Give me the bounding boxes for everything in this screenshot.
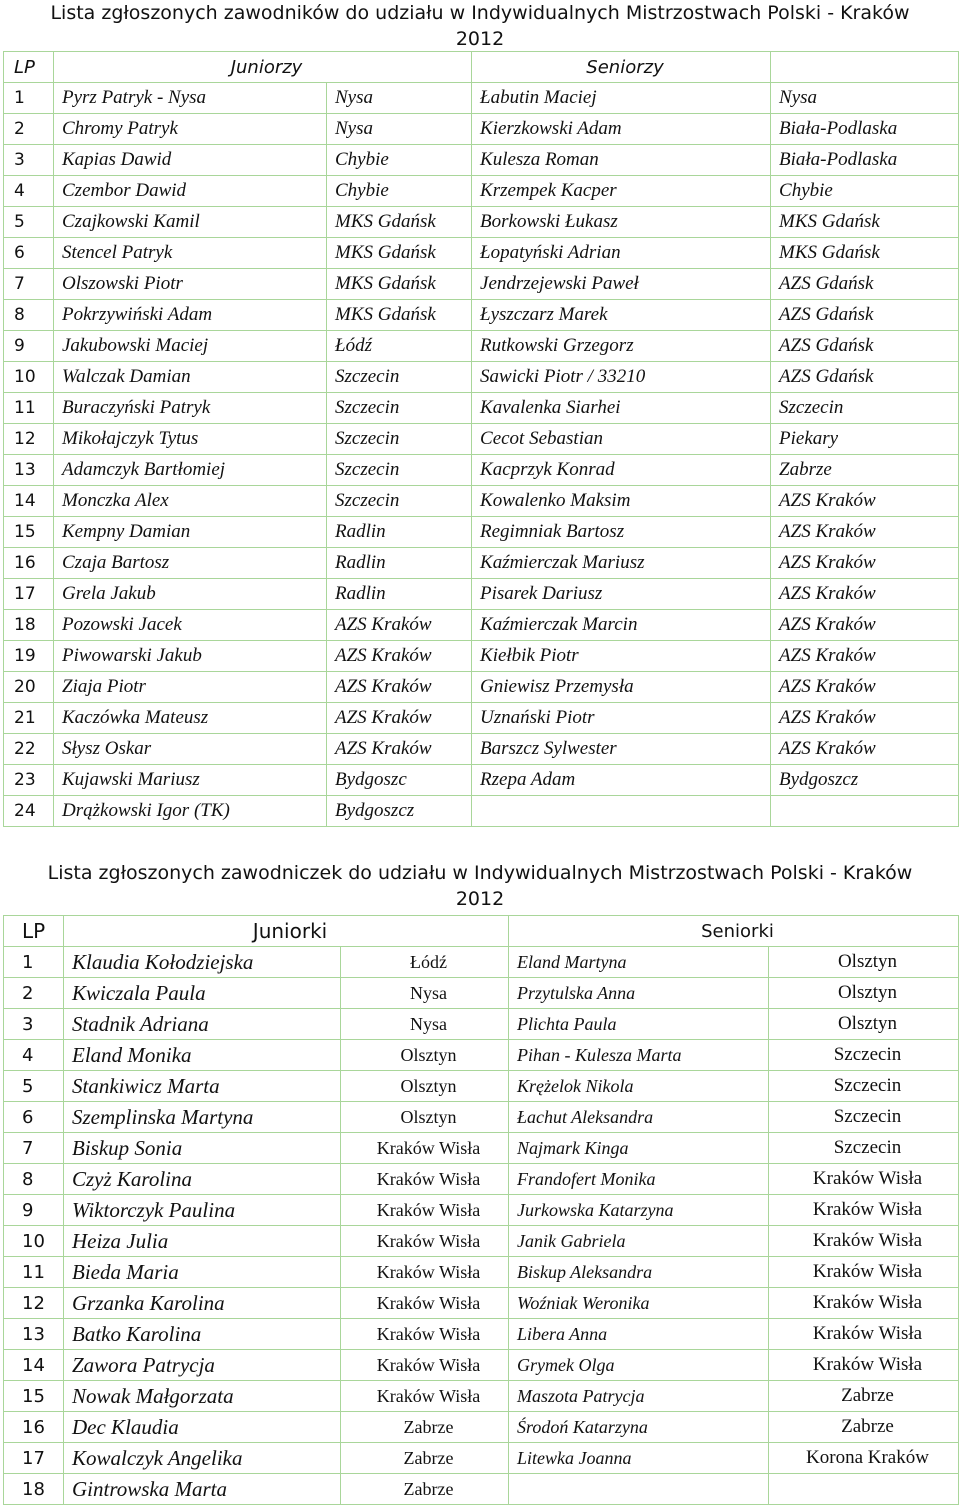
men-senior-name: Kulesza Roman bbox=[472, 145, 771, 176]
women-senior-club: Zabrze bbox=[769, 1412, 959, 1443]
men-table-row bbox=[4, 517, 959, 548]
women-table-row bbox=[4, 1133, 959, 1164]
women-junior-club: Kraków Wisła bbox=[341, 1288, 509, 1319]
men-junior-name: Ziaja Piotr bbox=[54, 672, 327, 703]
men-row-number: 18 bbox=[4, 610, 54, 641]
women-row-number: 7 bbox=[4, 1133, 64, 1164]
men-header-empty bbox=[771, 52, 959, 83]
men-row-number: 3 bbox=[4, 145, 54, 176]
women-senior-club: Kraków Wisła bbox=[769, 1164, 959, 1195]
men-senior-club: AZS Kraków bbox=[771, 672, 959, 703]
women-senior-name: Frandofert Monika bbox=[509, 1164, 769, 1195]
men-table-row bbox=[4, 176, 959, 207]
men-table-row bbox=[4, 114, 959, 145]
women-row-number: 4 bbox=[4, 1040, 64, 1071]
men-senior-club: AZS Kraków bbox=[771, 486, 959, 517]
women-row-number: 14 bbox=[4, 1350, 64, 1381]
men-senior-club: AZS Kraków bbox=[771, 703, 959, 734]
men-table-row bbox=[4, 300, 959, 331]
women-senior-name: Maszota Patrycja bbox=[509, 1381, 769, 1412]
women-header-seniors: Seniorki bbox=[509, 916, 959, 947]
women-table-row bbox=[4, 947, 959, 978]
men-junior-name: Mikołajczyk Tytus bbox=[54, 424, 327, 455]
men-junior-club: Chybie bbox=[327, 145, 472, 176]
men-table-row bbox=[4, 486, 959, 517]
women-table-row bbox=[4, 1381, 959, 1412]
men-junior-club: Łódź bbox=[327, 331, 472, 362]
women-senior-name: Grymek Olga bbox=[509, 1350, 769, 1381]
men-junior-club: AZS Kraków bbox=[327, 641, 472, 672]
women-row-number: 8 bbox=[4, 1164, 64, 1195]
women-row-number: 11 bbox=[4, 1257, 64, 1288]
men-junior-name: Chromy Patryk bbox=[54, 114, 327, 145]
men-junior-club: MKS Gdańsk bbox=[327, 269, 472, 300]
women-junior-name: Stadnik Adriana bbox=[64, 1009, 341, 1040]
women-table-row bbox=[4, 1474, 959, 1505]
men-senior-name: Kaźmierczak Mariusz bbox=[472, 548, 771, 579]
men-junior-name: Grela Jakub bbox=[54, 579, 327, 610]
women-senior-name: Krężelok Nikola bbox=[509, 1071, 769, 1102]
men-table-row bbox=[4, 393, 959, 424]
women-senior-club: Olsztyn bbox=[769, 947, 959, 978]
men-senior-club: AZS Gdańsk bbox=[771, 362, 959, 393]
men-title-line2: 2012 bbox=[455, 28, 505, 50]
women-junior-club: Kraków Wisła bbox=[341, 1133, 509, 1164]
men-header-juniors: Juniorzy bbox=[54, 52, 472, 83]
women-senior-club: Zabrze bbox=[769, 1381, 959, 1412]
men-senior-club: Bydgoszcz bbox=[771, 765, 959, 796]
women-row-number: 17 bbox=[4, 1443, 64, 1474]
men-junior-club: Szczecin bbox=[327, 424, 472, 455]
women-senior-name: Środoń Katarzyna bbox=[509, 1412, 769, 1443]
women-table-row bbox=[4, 1319, 959, 1350]
men-table-row bbox=[4, 672, 959, 703]
women-senior-club: Olsztyn bbox=[769, 978, 959, 1009]
men-junior-club: MKS Gdańsk bbox=[327, 207, 472, 238]
women-senior-name: Przytulska Anna bbox=[509, 978, 769, 1009]
women-table-row bbox=[4, 1009, 959, 1040]
men-senior-name: Kaźmierczak Marcin bbox=[472, 610, 771, 641]
men-senior-club bbox=[771, 796, 959, 827]
women-senior-name: Biskup Aleksandra bbox=[509, 1257, 769, 1288]
women-row-number: 1 bbox=[4, 947, 64, 978]
women-table-row bbox=[4, 1350, 959, 1381]
women-title-line2: 2012 bbox=[455, 888, 505, 910]
women-table-row bbox=[4, 1226, 959, 1257]
men-senior-club: Szczecin bbox=[771, 393, 959, 424]
men-junior-club: AZS Kraków bbox=[327, 703, 472, 734]
men-senior-club: Piekary bbox=[771, 424, 959, 455]
men-table-row bbox=[4, 424, 959, 455]
women-table-row bbox=[4, 1412, 959, 1443]
women-row-number: 3 bbox=[4, 1009, 64, 1040]
men-junior-club: AZS Kraków bbox=[327, 610, 472, 641]
men-junior-club: Szczecin bbox=[327, 486, 472, 517]
men-row-number: 4 bbox=[4, 176, 54, 207]
men-senior-name: Borkowski Łukasz bbox=[472, 207, 771, 238]
women-table-row bbox=[4, 978, 959, 1009]
men-senior-name: Łopatyński Adrian bbox=[472, 238, 771, 269]
men-row-number: 6 bbox=[4, 238, 54, 269]
women-senior-club: Olsztyn bbox=[769, 1009, 959, 1040]
men-table-row bbox=[4, 734, 959, 765]
women-row-number: 2 bbox=[4, 978, 64, 1009]
women-table-row bbox=[4, 1164, 959, 1195]
women-senior-name: Woźniak Weronika bbox=[509, 1288, 769, 1319]
women-junior-name: Stankiwicz Marta bbox=[64, 1071, 341, 1102]
women-junior-name: Klaudia Kołodziejska bbox=[64, 947, 341, 978]
women-junior-club: Kraków Wisła bbox=[341, 1319, 509, 1350]
men-table-row bbox=[4, 765, 959, 796]
men-senior-name: Kowalenko Maksim bbox=[472, 486, 771, 517]
men-senior-club: AZS Gdańsk bbox=[771, 331, 959, 362]
men-table-row bbox=[4, 579, 959, 610]
women-table bbox=[3, 915, 959, 1505]
men-junior-name: Słysz Oskar bbox=[54, 734, 327, 765]
women-senior-club: Kraków Wisła bbox=[769, 1288, 959, 1319]
men-senior-name: Regimniak Bartosz bbox=[472, 517, 771, 548]
women-senior-name: Litewka Joanna bbox=[509, 1443, 769, 1474]
men-header-row bbox=[4, 52, 959, 83]
men-senior-name: Barszcz Sylwester bbox=[472, 734, 771, 765]
men-row-number: 7 bbox=[4, 269, 54, 300]
men-table-row bbox=[4, 238, 959, 269]
men-junior-name: Piwowarski Jakub bbox=[54, 641, 327, 672]
men-junior-club: Radlin bbox=[327, 548, 472, 579]
women-list-title bbox=[0, 860, 960, 912]
women-row-number: 16 bbox=[4, 1412, 64, 1443]
men-senior-name: Rzepa Adam bbox=[472, 765, 771, 796]
men-row-number: 12 bbox=[4, 424, 54, 455]
women-junior-club: Kraków Wisła bbox=[341, 1226, 509, 1257]
men-row-number: 15 bbox=[4, 517, 54, 548]
men-senior-club: AZS Kraków bbox=[771, 641, 959, 672]
women-junior-club: Kraków Wisła bbox=[341, 1195, 509, 1226]
women-junior-name: Kwiczala Paula bbox=[64, 978, 341, 1009]
women-senior-club: Kraków Wisła bbox=[769, 1257, 959, 1288]
women-junior-name: Dec Klaudia bbox=[64, 1412, 341, 1443]
men-senior-club: Chybie bbox=[771, 176, 959, 207]
men-junior-club: Bydgoszcz bbox=[327, 796, 472, 827]
men-row-number: 14 bbox=[4, 486, 54, 517]
men-senior-name: Uznański Piotr bbox=[472, 703, 771, 734]
women-table-row bbox=[4, 1071, 959, 1102]
women-junior-name: Biskup Sonia bbox=[64, 1133, 341, 1164]
women-senior-name: Łachut Aleksandra bbox=[509, 1102, 769, 1133]
men-list-title bbox=[0, 0, 960, 52]
men-junior-club: Radlin bbox=[327, 579, 472, 610]
men-junior-name: Kempny Damian bbox=[54, 517, 327, 548]
men-junior-club: MKS Gdańsk bbox=[327, 300, 472, 331]
women-junior-club: Kraków Wisła bbox=[341, 1164, 509, 1195]
men-senior-name: Rutkowski Grzegorz bbox=[472, 331, 771, 362]
women-junior-club: Nysa bbox=[341, 978, 509, 1009]
women-junior-name: Zawora Patrycja bbox=[64, 1350, 341, 1381]
women-junior-name: Heiza Julia bbox=[64, 1226, 341, 1257]
men-table-row bbox=[4, 548, 959, 579]
women-junior-name: Gintrowska Marta bbox=[64, 1474, 341, 1505]
men-row-number: 20 bbox=[4, 672, 54, 703]
women-senior-club bbox=[769, 1474, 959, 1505]
men-row-number: 5 bbox=[4, 207, 54, 238]
women-senior-name: Eland Martyna bbox=[509, 947, 769, 978]
women-junior-club: Nysa bbox=[341, 1009, 509, 1040]
men-table-row bbox=[4, 207, 959, 238]
women-senior-name: Pihan - Kulesza Marta bbox=[509, 1040, 769, 1071]
men-senior-name: Łabutin Maciej bbox=[472, 83, 771, 114]
men-junior-name: Kapias Dawid bbox=[54, 145, 327, 176]
women-table-row bbox=[4, 1040, 959, 1071]
men-senior-name: Kacprzyk Konrad bbox=[472, 455, 771, 486]
men-table-row bbox=[4, 641, 959, 672]
women-header-row bbox=[4, 916, 959, 947]
men-table-row bbox=[4, 331, 959, 362]
men-senior-name bbox=[472, 796, 771, 827]
men-row-number: 1 bbox=[4, 83, 54, 114]
men-senior-club: Nysa bbox=[771, 83, 959, 114]
men-junior-name: Jakubowski Maciej bbox=[54, 331, 327, 362]
women-row-number: 12 bbox=[4, 1288, 64, 1319]
men-senior-club: AZS Kraków bbox=[771, 734, 959, 765]
men-junior-name: Czajkowski Kamil bbox=[54, 207, 327, 238]
women-junior-club: Zabrze bbox=[341, 1443, 509, 1474]
women-senior-club: Szczecin bbox=[769, 1071, 959, 1102]
women-row-number: 15 bbox=[4, 1381, 64, 1412]
women-table-row bbox=[4, 1195, 959, 1226]
men-junior-name: Pyrz Patryk - Nysa bbox=[54, 83, 327, 114]
women-senior-club: Kraków Wisła bbox=[769, 1319, 959, 1350]
men-senior-club: AZS Kraków bbox=[771, 579, 959, 610]
men-senior-club: AZS Gdańsk bbox=[771, 300, 959, 331]
men-table-row bbox=[4, 83, 959, 114]
men-junior-name: Adamczyk Bartłomiej bbox=[54, 455, 327, 486]
women-junior-name: Grzanka Karolina bbox=[64, 1288, 341, 1319]
men-table bbox=[3, 51, 959, 827]
women-row-number: 13 bbox=[4, 1319, 64, 1350]
women-senior-name: Najmark Kinga bbox=[509, 1133, 769, 1164]
men-senior-name: Gniewisz Przemysła bbox=[472, 672, 771, 703]
women-header-lp: LP bbox=[4, 916, 64, 947]
women-junior-name: Szemplinska Martyna bbox=[64, 1102, 341, 1133]
women-row-number: 5 bbox=[4, 1071, 64, 1102]
men-junior-club: Bydgoszc bbox=[327, 765, 472, 796]
men-table-row bbox=[4, 610, 959, 641]
women-junior-club: Zabrze bbox=[341, 1474, 509, 1505]
men-senior-name: Jendrzejewski Paweł bbox=[472, 269, 771, 300]
men-senior-club: MKS Gdańsk bbox=[771, 238, 959, 269]
women-row-number: 18 bbox=[4, 1474, 64, 1505]
women-senior-club: Szczecin bbox=[769, 1102, 959, 1133]
women-junior-club: Kraków Wisła bbox=[341, 1350, 509, 1381]
men-junior-name: Czembor Dawid bbox=[54, 176, 327, 207]
men-row-number: 11 bbox=[4, 393, 54, 424]
women-senior-club: Kraków Wisła bbox=[769, 1195, 959, 1226]
men-senior-name: Kiełbik Piotr bbox=[472, 641, 771, 672]
women-junior-club: Olsztyn bbox=[341, 1102, 509, 1133]
men-junior-name: Kaczówka Mateusz bbox=[54, 703, 327, 734]
men-senior-name: Pisarek Dariusz bbox=[472, 579, 771, 610]
women-table-row bbox=[4, 1443, 959, 1474]
women-senior-name: Jurkowska Katarzyna bbox=[509, 1195, 769, 1226]
women-senior-club: Szczecin bbox=[769, 1133, 959, 1164]
women-senior-name: Libera Anna bbox=[509, 1319, 769, 1350]
men-senior-name: Cecot Sebastian bbox=[472, 424, 771, 455]
men-junior-name: Buraczyński Patryk bbox=[54, 393, 327, 424]
women-junior-club: Kraków Wisła bbox=[341, 1257, 509, 1288]
men-row-number: 22 bbox=[4, 734, 54, 765]
men-junior-name: Walczak Damian bbox=[54, 362, 327, 393]
women-junior-name: Bieda Maria bbox=[64, 1257, 341, 1288]
women-junior-name: Nowak Małgorzata bbox=[64, 1381, 341, 1412]
men-header-seniors: Seniorzy bbox=[472, 52, 771, 83]
women-senior-name: Plichta Paula bbox=[509, 1009, 769, 1040]
women-row-number: 9 bbox=[4, 1195, 64, 1226]
men-junior-name: Pozowski Jacek bbox=[54, 610, 327, 641]
women-junior-name: Kowalczyk Angelika bbox=[64, 1443, 341, 1474]
men-table-row bbox=[4, 796, 959, 827]
men-row-number: 10 bbox=[4, 362, 54, 393]
men-junior-club: MKS Gdańsk bbox=[327, 238, 472, 269]
women-title-line1: Lista zgłoszonych zawodniczek do udziału w Indywidualnych Mistrzostwach Polski - Kraków bbox=[47, 862, 913, 884]
men-junior-club: Chybie bbox=[327, 176, 472, 207]
men-junior-name: Olszowski Piotr bbox=[54, 269, 327, 300]
men-table-row bbox=[4, 703, 959, 734]
men-title-line1: Lista zgłoszonych zawodników do udziału w Indywidualnych Mistrzostwach Polski - Kraków bbox=[50, 2, 910, 24]
women-junior-club: Olsztyn bbox=[341, 1040, 509, 1071]
men-senior-name: Kierzkowski Adam bbox=[472, 114, 771, 145]
men-row-number: 21 bbox=[4, 703, 54, 734]
men-junior-name: Drążkowski Igor (TK) bbox=[54, 796, 327, 827]
women-table-row bbox=[4, 1257, 959, 1288]
men-row-number: 17 bbox=[4, 579, 54, 610]
men-senior-name: Sawicki Piotr / 33210 bbox=[472, 362, 771, 393]
men-row-number: 13 bbox=[4, 455, 54, 486]
men-senior-club: Zabrze bbox=[771, 455, 959, 486]
men-junior-name: Kujawski Mariusz bbox=[54, 765, 327, 796]
men-junior-name: Monczka Alex bbox=[54, 486, 327, 517]
men-junior-name: Stencel Patryk bbox=[54, 238, 327, 269]
women-junior-name: Czyż Karolina bbox=[64, 1164, 341, 1195]
men-senior-club: Biała-Podlaska bbox=[771, 114, 959, 145]
men-senior-name: Łyszczarz Marek bbox=[472, 300, 771, 331]
men-junior-club: Szczecin bbox=[327, 393, 472, 424]
men-row-number: 19 bbox=[4, 641, 54, 672]
men-junior-club: Radlin bbox=[327, 517, 472, 548]
women-junior-club: Olsztyn bbox=[341, 1071, 509, 1102]
men-table-row bbox=[4, 362, 959, 393]
women-senior-club: Kraków Wisła bbox=[769, 1350, 959, 1381]
women-junior-name: Batko Karolina bbox=[64, 1319, 341, 1350]
men-table-row bbox=[4, 455, 959, 486]
men-junior-name: Pokrzywiński Adam bbox=[54, 300, 327, 331]
men-senior-club: AZS Kraków bbox=[771, 610, 959, 641]
women-junior-name: Eland Monika bbox=[64, 1040, 341, 1071]
men-header-lp: LP bbox=[4, 52, 54, 83]
men-junior-club: Nysa bbox=[327, 114, 472, 145]
women-junior-name: Wiktorczyk Paulina bbox=[64, 1195, 341, 1226]
women-senior-club: Korona Kraków bbox=[769, 1443, 959, 1474]
men-row-number: 24 bbox=[4, 796, 54, 827]
women-junior-club: Łódź bbox=[341, 947, 509, 978]
men-row-number: 9 bbox=[4, 331, 54, 362]
men-senior-name: Kavalenka Siarhei bbox=[472, 393, 771, 424]
women-junior-club: Kraków Wisła bbox=[341, 1381, 509, 1412]
men-senior-club: AZS Kraków bbox=[771, 517, 959, 548]
men-junior-club: Nysa bbox=[327, 83, 472, 114]
women-row-number: 6 bbox=[4, 1102, 64, 1133]
men-junior-name: Czaja Bartosz bbox=[54, 548, 327, 579]
men-junior-club: AZS Kraków bbox=[327, 672, 472, 703]
men-junior-club: Szczecin bbox=[327, 455, 472, 486]
men-row-number: 23 bbox=[4, 765, 54, 796]
men-senior-club: AZS Kraków bbox=[771, 548, 959, 579]
women-senior-name: Janik Gabriela bbox=[509, 1226, 769, 1257]
men-row-number: 2 bbox=[4, 114, 54, 145]
women-table-row bbox=[4, 1288, 959, 1319]
men-senior-name: Krzempek Kacper bbox=[472, 176, 771, 207]
men-senior-club: AZS Gdańsk bbox=[771, 269, 959, 300]
men-junior-club: Szczecin bbox=[327, 362, 472, 393]
women-table-row bbox=[4, 1102, 959, 1133]
women-senior-club: Szczecin bbox=[769, 1040, 959, 1071]
women-senior-club: Kraków Wisła bbox=[769, 1226, 959, 1257]
men-junior-club: AZS Kraków bbox=[327, 734, 472, 765]
women-senior-name bbox=[509, 1474, 769, 1505]
men-senior-club: Biała-Podlaska bbox=[771, 145, 959, 176]
men-row-number: 8 bbox=[4, 300, 54, 331]
women-row-number: 10 bbox=[4, 1226, 64, 1257]
men-table-row bbox=[4, 269, 959, 300]
men-row-number: 16 bbox=[4, 548, 54, 579]
women-header-juniors: Juniorki bbox=[64, 916, 509, 947]
men-table-row bbox=[4, 145, 959, 176]
women-junior-club: Zabrze bbox=[341, 1412, 509, 1443]
men-senior-club: MKS Gdańsk bbox=[771, 207, 959, 238]
